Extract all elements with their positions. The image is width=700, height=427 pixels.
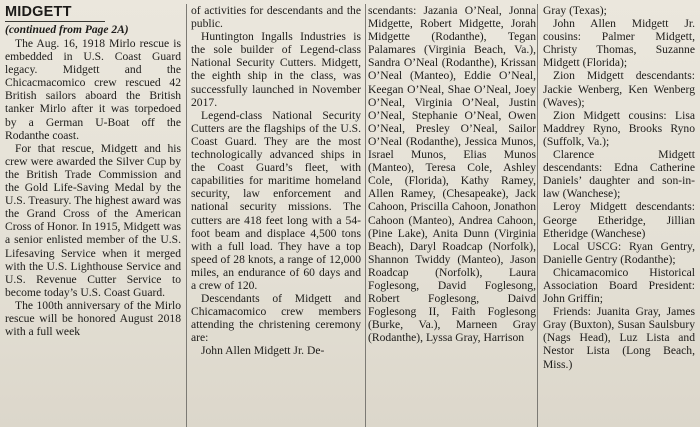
col1-paragraph-1: The Aug. 16, 1918 Mirlo rescue is embedded in U.S. Coast Guard legacy. Midgett and the Chicacmacomico crew rescued 42 British sailors aboard the British tanker Mirlo after it was torpedoed by a German U-Boat off the Rodanthe coast. [5,37,181,142]
col4-paragraph-5: Clarence Midgett descendants: Edna Catherine Daniels’ daughter and son-in-law (Wanchese); [543,148,695,201]
col2-paragraph-1: of activities for descendants and the public. [191,4,361,31]
column-divider-1 [186,4,187,427]
col4-paragraph-4: Zion Midgett cousins: Lisa Maddrey Ryno, Brooks Ryno (Suffolk, Va.); [543,108,695,148]
article-headline: MIDGETT [5,4,72,20]
col4-paragraph-1: Gray (Texas); [543,4,607,17]
col2-paragraph-3: Legend-class National Security Cutters are the flagships of the U.S. Coast Guard. They are the most technologically advanced ships in the Coast Guard’s fleet, with capabilities for maritime homeland security, law enforcement and national security missions. The cutters are 418 feet long with a 54-foot beam and displace 4,500 tons with a full load. They have a top speed of 28 knots, a range of 12,000 miles, an endurance of 60 days and a crew of 120. [191,108,361,292]
col4-paragraph-6: Leroy Midgett descendants: George Etheridge, Jillian Etheridge (Wanchese) [543,200,695,240]
column-3 [368,4,536,427]
col4-paragraph-7: Local USCG: Ryan Gentry, Danielle Gentry (Rodanthe); [543,239,695,266]
col1-paragraph-2: For that rescue, Midgett and his crew were awarded the Silver Cup by the British Trade Commission and the Gold Life-Saving Medal by the U.S. Treasury. The highest award was the Grand Cross of the American Cross of Honor. In 1915, Midgett was a senior enlisted member of the U.S. Lifesaving Service when it merged with the U.S. Lighthouse Service and U.S. Revenue Cutter Service to become today’s U.S. Coast Guard. [5,141,181,299]
col2-paragraph-4: Descendants of Midgett and Chicamacomico crew members attending the christening ceremony are: [191,292,361,345]
col2-paragraph-2: Huntington Ingalls Industries is the sole builder of Legend-class National Security Cutters. Midgett, the eighth ship in the class, was successfully launched in November 2017. [191,30,361,109]
col4-paragraph-2: John Allen Midgett Jr. cousins: Palmer Midgett, Christy Thomas, Suzanne Midgett (Florida); [543,17,695,70]
col2-paragraph-5: John Allen Midgett Jr. De- [201,344,325,358]
column-divider-2 [365,4,366,427]
col1-paragraph-3: The 100th anniversary of the Mirlo rescue will be honored August 2018 with a full week [5,298,181,339]
col3-paragraph-1: scendants: Jazania O’Neal, Jonna Midgette, Robert Midgette, Jorah Midgette (Rodanthe), Tegan Palamares (Virginia Beach, Va.), Sandra O’Neal (Rodanthe), Krissan O’Neal (Manteo), Eddie O’Neal, Keegan O’Neal, Shae O’Neal, Joey O’Neal, Virginia O’Neal, Justin O’Neal, Stephanie O’Neal, Owen O’Neal, Presley O’Neal, Sailor O’Neal (Rodanthe), Jessica Munos, Israel Munos, Elias Munos (Manteo), Teresa Cole, Ashley Cole, (Florida), Kathy Ramey, Allen Ramey, (Chesapeake), Jack Cahoon, Priscilla Cahoon, Jonathon Cahoon (Manteo), Andrea Cahoon, (Pine Lake), Anita Dunn (Virginia Beach), Daryl Roadcap (Norfolk), Shannon Twiddy (Manteo), Jason Roadcap (Norfolk), Laura Foglesong, David Foglesong, Robert Foglesong, Daivd Foglesong II, Faith Foglesong (Burke, Va.), Marneen Gray (Rodanthe), Lyssa Gray, Harrison [368,4,536,345]
column-2 [191,4,361,427]
col4-paragraph-3: Zion Midgett descendants: Jackie Wenberg, Ken Wenberg (Waves); [543,69,695,109]
headline-rule [5,21,105,22]
column-divider-3 [537,4,538,427]
column-4 [543,4,695,427]
column-1 [5,4,181,427]
col4-paragraph-8: Chicamacomico Historical Association Board President: John Griffin; [543,265,695,306]
jump-line: (continued from Page 2A) [5,24,129,36]
col4-paragraph-9: Friends: Juanita Gray, James Gray (Buxton), Susan Saulsbury (Nags Head), Luz Lista and Nestor Lista (Long Beach, Miss.) [543,305,695,371]
